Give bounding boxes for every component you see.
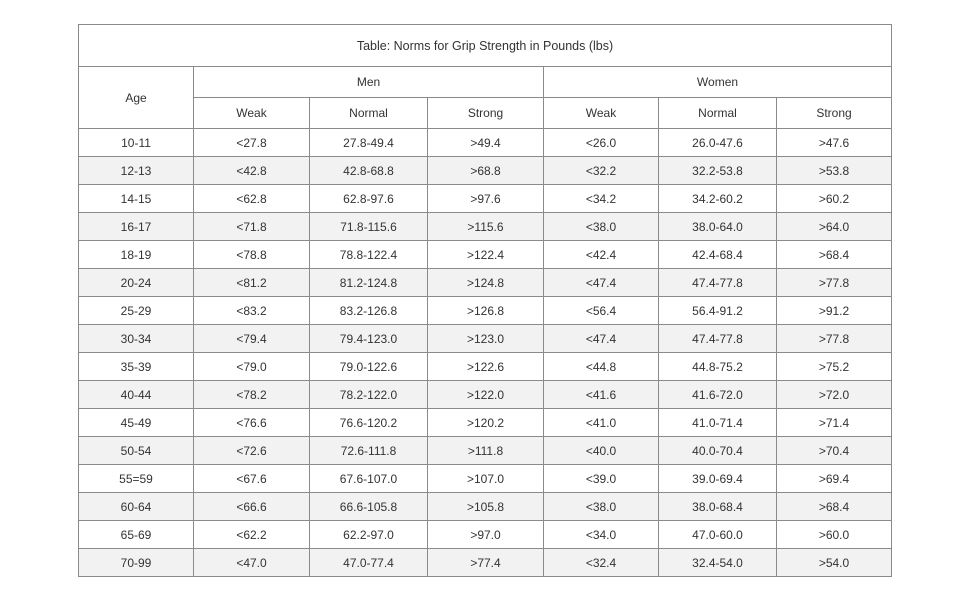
men-strong-cell: >107.0 [428, 465, 544, 493]
women-weak-cell: <47.4 [544, 325, 659, 353]
men-strong-cell: >123.0 [428, 325, 544, 353]
women-strong-cell: >60.2 [777, 185, 892, 213]
men-normal-cell: 81.2-124.8 [310, 269, 428, 297]
men-weak-cell: <62.8 [194, 185, 310, 213]
grip-strength-table [78, 24, 892, 577]
age-cell: 70-99 [79, 549, 194, 577]
women-normal-cell: 38.0-68.4 [659, 493, 777, 521]
women-weak-cell: <39.0 [544, 465, 659, 493]
table-row [79, 297, 892, 325]
men-weak-cell: <47.0 [194, 549, 310, 577]
women-strong-cell: >70.4 [777, 437, 892, 465]
women-strong-header: Strong [777, 98, 892, 129]
women-normal-cell: 34.2-60.2 [659, 185, 777, 213]
table-row [79, 465, 892, 493]
table-row [79, 381, 892, 409]
age-cell: 55=59 [79, 465, 194, 493]
men-strong-cell: >124.8 [428, 269, 544, 297]
age-cell: 30-34 [79, 325, 194, 353]
table-row [79, 129, 892, 157]
men-normal-cell: 83.2-126.8 [310, 297, 428, 325]
table-row [79, 493, 892, 521]
men-normal-cell: 62.2-97.0 [310, 521, 428, 549]
table-title: Table: Norms for Grip Strength in Pounds (lbs) [79, 25, 892, 67]
table-row [79, 409, 892, 437]
men-normal-cell: 62.8-97.6 [310, 185, 428, 213]
women-normal-cell: 38.0-64.0 [659, 213, 777, 241]
age-cell: 10-11 [79, 129, 194, 157]
women-normal-cell: 41.0-71.4 [659, 409, 777, 437]
women-normal-cell: 47.4-77.8 [659, 269, 777, 297]
table-row [79, 185, 892, 213]
women-weak-cell: <41.0 [544, 409, 659, 437]
women-strong-cell: >68.4 [777, 493, 892, 521]
men-strong-cell: >126.8 [428, 297, 544, 325]
men-normal-cell: 72.6-111.8 [310, 437, 428, 465]
women-weak-header: Weak [544, 98, 659, 129]
women-normal-cell: 40.0-70.4 [659, 437, 777, 465]
table-row [79, 325, 892, 353]
women-normal-cell: 39.0-69.4 [659, 465, 777, 493]
women-strong-cell: >75.2 [777, 353, 892, 381]
men-strong-cell: >122.4 [428, 241, 544, 269]
men-weak-cell: <78.2 [194, 381, 310, 409]
men-weak-cell: <67.6 [194, 465, 310, 493]
women-normal-cell: 56.4-91.2 [659, 297, 777, 325]
table-row [79, 213, 892, 241]
men-strong-cell: >77.4 [428, 549, 544, 577]
women-weak-cell: <38.0 [544, 493, 659, 521]
age-cell: 35-39 [79, 353, 194, 381]
men-normal-cell: 78.8-122.4 [310, 241, 428, 269]
men-strong-cell: >111.8 [428, 437, 544, 465]
men-weak-cell: <42.8 [194, 157, 310, 185]
women-normal-cell: 32.2-53.8 [659, 157, 777, 185]
men-normal-header: Normal [310, 98, 428, 129]
women-weak-cell: <34.0 [544, 521, 659, 549]
age-cell: 20-24 [79, 269, 194, 297]
men-weak-cell: <62.2 [194, 521, 310, 549]
age-cell: 12-13 [79, 157, 194, 185]
men-strong-header: Strong [428, 98, 544, 129]
men-weak-cell: <66.6 [194, 493, 310, 521]
men-normal-cell: 42.8-68.8 [310, 157, 428, 185]
women-normal-cell: 41.6-72.0 [659, 381, 777, 409]
men-normal-cell: 78.2-122.0 [310, 381, 428, 409]
women-weak-cell: <42.4 [544, 241, 659, 269]
women-weak-cell: <34.2 [544, 185, 659, 213]
women-strong-cell: >71.4 [777, 409, 892, 437]
women-weak-cell: <40.0 [544, 437, 659, 465]
women-strong-cell: >64.0 [777, 213, 892, 241]
women-normal-cell: 42.4-68.4 [659, 241, 777, 269]
age-cell: 65-69 [79, 521, 194, 549]
women-strong-cell: >53.8 [777, 157, 892, 185]
men-weak-cell: <27.8 [194, 129, 310, 157]
men-weak-header: Weak [194, 98, 310, 129]
women-strong-cell: >60.0 [777, 521, 892, 549]
table-row [79, 269, 892, 297]
table-body [79, 129, 892, 577]
table-row [79, 157, 892, 185]
age-cell: 45-49 [79, 409, 194, 437]
age-cell: 14-15 [79, 185, 194, 213]
men-strong-cell: >97.0 [428, 521, 544, 549]
women-strong-cell: >72.0 [777, 381, 892, 409]
table-row [79, 437, 892, 465]
table-row [79, 241, 892, 269]
men-strong-cell: >49.4 [428, 129, 544, 157]
women-weak-cell: <32.4 [544, 549, 659, 577]
women-weak-cell: <44.8 [544, 353, 659, 381]
men-weak-cell: <83.2 [194, 297, 310, 325]
men-normal-cell: 79.0-122.6 [310, 353, 428, 381]
women-weak-cell: <56.4 [544, 297, 659, 325]
women-normal-cell: 44.8-75.2 [659, 353, 777, 381]
men-weak-cell: <71.8 [194, 213, 310, 241]
age-cell: 60-64 [79, 493, 194, 521]
age-cell: 18-19 [79, 241, 194, 269]
age-cell: 50-54 [79, 437, 194, 465]
women-normal-cell: 26.0-47.6 [659, 129, 777, 157]
age-header: Age [79, 67, 194, 129]
women-group-header: Women [544, 67, 892, 98]
age-cell: 40-44 [79, 381, 194, 409]
women-weak-cell: <38.0 [544, 213, 659, 241]
men-weak-cell: <76.6 [194, 409, 310, 437]
men-weak-cell: <72.6 [194, 437, 310, 465]
men-weak-cell: <79.0 [194, 353, 310, 381]
women-strong-cell: >77.8 [777, 269, 892, 297]
women-normal-cell: 32.4-54.0 [659, 549, 777, 577]
men-weak-cell: <78.8 [194, 241, 310, 269]
women-weak-cell: <26.0 [544, 129, 659, 157]
men-strong-cell: >122.6 [428, 353, 544, 381]
men-normal-cell: 76.6-120.2 [310, 409, 428, 437]
table-row [79, 521, 892, 549]
women-strong-cell: >47.6 [777, 129, 892, 157]
women-strong-cell: >68.4 [777, 241, 892, 269]
men-normal-cell: 71.8-115.6 [310, 213, 428, 241]
women-strong-cell: >77.8 [777, 325, 892, 353]
men-strong-cell: >97.6 [428, 185, 544, 213]
women-strong-cell: >54.0 [777, 549, 892, 577]
men-strong-cell: >120.2 [428, 409, 544, 437]
women-normal-cell: 47.0-60.0 [659, 521, 777, 549]
men-weak-cell: <79.4 [194, 325, 310, 353]
men-group-header: Men [194, 67, 544, 98]
men-normal-cell: 47.0-77.4 [310, 549, 428, 577]
women-strong-cell: >69.4 [777, 465, 892, 493]
men-strong-cell: >122.0 [428, 381, 544, 409]
women-weak-cell: <32.2 [544, 157, 659, 185]
men-strong-cell: >115.6 [428, 213, 544, 241]
table-row [79, 549, 892, 577]
men-normal-cell: 79.4-123.0 [310, 325, 428, 353]
table-row [79, 353, 892, 381]
women-normal-header: Normal [659, 98, 777, 129]
women-weak-cell: <47.4 [544, 269, 659, 297]
women-weak-cell: <41.6 [544, 381, 659, 409]
women-strong-cell: >91.2 [777, 297, 892, 325]
men-normal-cell: 66.6-105.8 [310, 493, 428, 521]
men-normal-cell: 27.8-49.4 [310, 129, 428, 157]
men-strong-cell: >68.8 [428, 157, 544, 185]
men-strong-cell: >105.8 [428, 493, 544, 521]
women-normal-cell: 47.4-77.8 [659, 325, 777, 353]
men-weak-cell: <81.2 [194, 269, 310, 297]
men-normal-cell: 67.6-107.0 [310, 465, 428, 493]
age-cell: 25-29 [79, 297, 194, 325]
age-cell: 16-17 [79, 213, 194, 241]
